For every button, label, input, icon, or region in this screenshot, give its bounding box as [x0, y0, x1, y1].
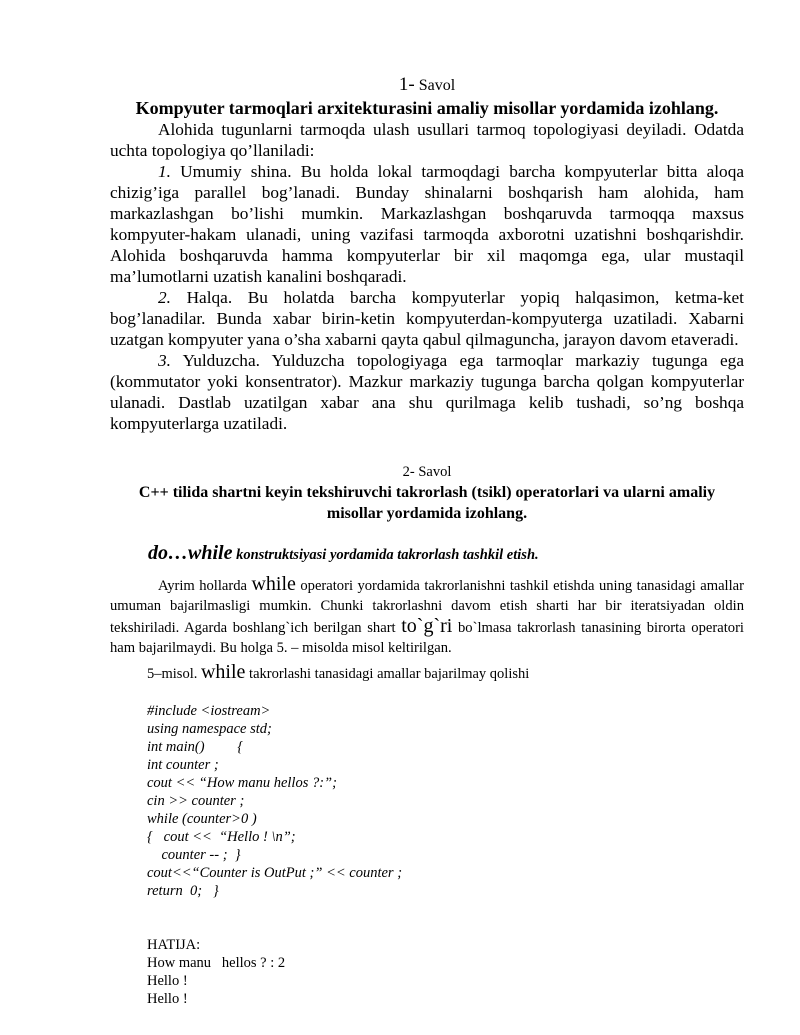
- code-line: using namespace std;: [147, 721, 272, 737]
- section-subheading: [148, 540, 744, 568]
- output-block: [147, 936, 744, 1008]
- keyword-while: while: [251, 573, 296, 595]
- code-line: cout << “How manu hellos ?:”;: [147, 775, 337, 791]
- paragraph-text: Ayrim hollarda: [158, 578, 252, 594]
- example-caption: [147, 662, 744, 684]
- q1-intro-paragraph: Alohida tugunlarni tarmoqda ulash usullari tarmoq topologiyasi deyiladi. Odatda uchta topologiya qo’llaniladi:: [110, 120, 744, 160]
- output-line: Hello !: [147, 973, 188, 989]
- subheading-keyword: do…while: [148, 542, 233, 564]
- paragraph-text: bo`lmasa takrorlash tanasining birorta operatori ham bajarilmaydi. Bu holga 5. – misolda misol keltirilgan.: [110, 620, 744, 656]
- item-text: Yulduzcha. Yulduzcha topologiyaga ega tarmoqlar markaziy tugunga ega (kommutator yoki konsentrator). Mazkur markaziy tugunga barcha qolgan kompyuterlar ulanadi. Dastlab uzatilgan xabar ana shu qurilmaga kelib tushadi, so’ng boshqa kompyuterlarga uzatiladi.: [110, 351, 744, 433]
- q2-paragraph: [110, 574, 744, 658]
- document-page: [110, 74, 744, 1008]
- item-number: 1.: [158, 162, 171, 181]
- q1-item-2: [110, 287, 744, 350]
- code-line: return 0; }: [147, 883, 219, 899]
- code-line: #include <iostream>: [147, 703, 271, 719]
- code-line: int counter ;: [147, 757, 219, 773]
- question-number: 1-: [398, 74, 415, 95]
- code-line: cin >> counter ;: [147, 793, 245, 809]
- question-2-label: 2- Savol: [402, 464, 452, 480]
- question-2-title: C++ tilida shartni keyin tekshiruvchi takrorlash (tsikl) operatorlari va ularni amaliy misollar yordamida izohlang.: [138, 484, 716, 522]
- item-text: Halqa. Bu holatda barcha kompyuterlar yopiq halqasimon, ketma-ket bog’lanadilar. Bunda xabar birin-ketin kompyuterdan-kompyuterga uzatiladi. Xabarni uzatgan kompyuter yana o’sha xabarni qayta qabul qilmaguncha, jarayon davom etaveradi.: [110, 288, 744, 349]
- question-word: Savol: [418, 77, 456, 94]
- output-line: Hello !: [147, 991, 188, 1007]
- q1-item-1: [110, 161, 744, 287]
- question-1-title: Kompyuter tarmoqlari arxitekturasini amaliy misollar yordamida izohlang.: [135, 98, 719, 118]
- item-number: 3.: [158, 351, 171, 370]
- question-1-label: [110, 74, 744, 97]
- example-text: takrorlashi tanasidagi amallar bajarilmay qolishi: [245, 666, 530, 682]
- code-line: { cout << “Hello ! \n”;: [147, 829, 296, 845]
- code-line: int main() {: [147, 739, 244, 755]
- code-block: [147, 684, 744, 936]
- example-label: 5–misol.: [147, 666, 201, 682]
- code-line: counter -- ; }: [147, 847, 241, 863]
- code-line: cout<<“Counter is OutPut ;” << counter ;: [147, 865, 403, 881]
- item-number: 2.: [158, 288, 171, 307]
- output-line: HATIJA:: [147, 937, 201, 953]
- item-text: Umumiy shina. Bu holda lokal tarmoqdagi barcha kompyuterlar bitta aloqa chizig’iga parallel bog’lanadi. Bunday shinalarni boshqarish ham alohida, ham markazlashgan bo’lishi mumkin. Markazlashgan boshqaruvda tarmoqqa maxsus kompyuter-hakam ulanadi, uning vazifasi tarmoqda axborotni uzatishni boshqarishdir. Alohida boshqaruvda hamma kompyuterlar bir xil maqomga ega, ular mustaqil ma’lumotlarni uzatish kanalini boshqaradi.: [110, 162, 744, 286]
- paragraph-text: operatori yordamida takrorlanishni tashkil etishda uning tanasidagi amallar umuman bajarilmasligi mumkin. Chunki takrorlashni davom etish sharti har bir iteratsiyadan oldin tekshiriladi. Agarda boshlang`ich berilgan shart: [110, 578, 744, 636]
- code-line: while (counter>0 ): [147, 811, 257, 827]
- keyword-while: while: [200, 661, 246, 683]
- keyword-togri: to`g`ri: [401, 615, 453, 637]
- subheading-text: konstruktsiyasi yordamida takrorlash tashkil etish.: [232, 547, 539, 563]
- q1-item-3: [110, 350, 744, 434]
- output-line: How manu hellos ? : 2: [147, 955, 286, 971]
